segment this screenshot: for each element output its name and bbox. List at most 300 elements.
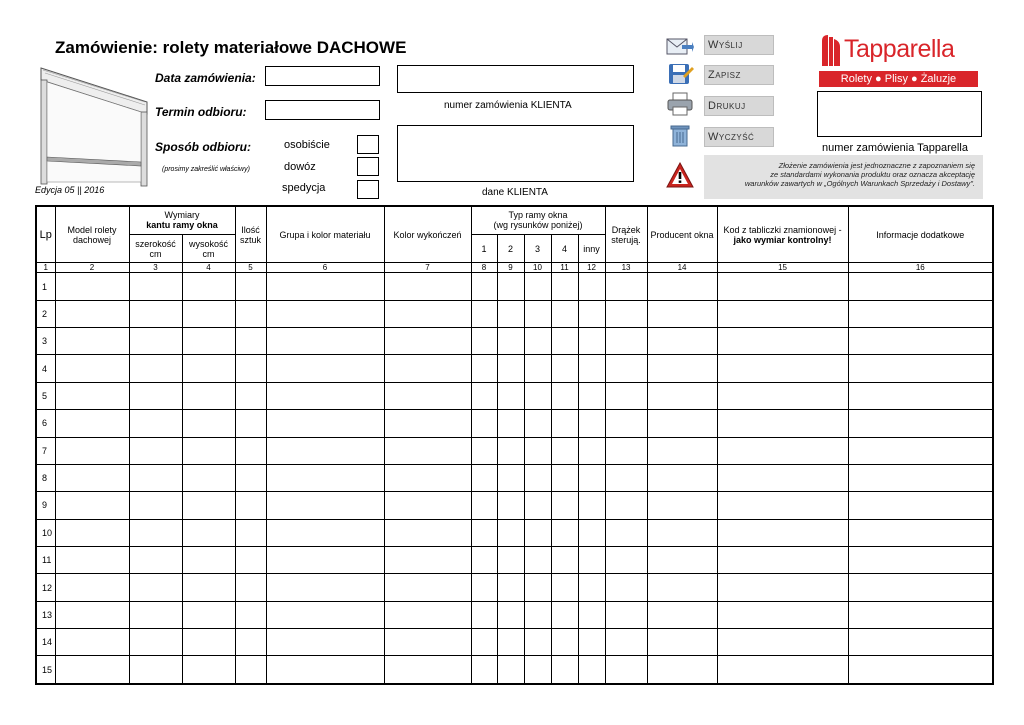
table-cell-input[interactable] bbox=[266, 464, 384, 491]
table-cell-input[interactable] bbox=[497, 656, 524, 684]
table-cell-input[interactable] bbox=[848, 355, 993, 382]
table-cell-input[interactable] bbox=[578, 273, 605, 300]
table-cell-input[interactable] bbox=[384, 355, 471, 382]
table-cell-input[interactable] bbox=[551, 464, 578, 491]
table-cell-input[interactable] bbox=[266, 382, 384, 409]
table-cell-input[interactable] bbox=[605, 574, 647, 601]
table-cell-input[interactable] bbox=[182, 601, 235, 628]
table-cell-input[interactable] bbox=[848, 547, 993, 574]
col-number: 14 bbox=[647, 263, 717, 273]
table-cell-input[interactable] bbox=[266, 300, 384, 327]
table-cell-input[interactable] bbox=[524, 300, 551, 327]
table-cell-input[interactable] bbox=[55, 492, 129, 519]
tapparella-order-number-input[interactable] bbox=[817, 91, 982, 137]
table-cell-input[interactable] bbox=[235, 519, 266, 546]
table-cell-input[interactable] bbox=[717, 601, 848, 628]
table-cell-input[interactable] bbox=[551, 300, 578, 327]
table-cell-input[interactable] bbox=[848, 300, 993, 327]
table-cell-input[interactable] bbox=[551, 547, 578, 574]
table-cell-input[interactable] bbox=[497, 410, 524, 437]
table-cell-input[interactable] bbox=[384, 656, 471, 684]
table-cell-input[interactable] bbox=[129, 328, 182, 355]
table-cell-input[interactable] bbox=[182, 382, 235, 409]
table-cell-input[interactable] bbox=[647, 273, 717, 300]
table-cell-input[interactable] bbox=[605, 547, 647, 574]
table-cell-input[interactable] bbox=[129, 601, 182, 628]
row-number: 15 bbox=[36, 656, 55, 684]
table-cell-input[interactable] bbox=[129, 464, 182, 491]
table-cell-input[interactable] bbox=[471, 464, 497, 491]
table-cell-input[interactable] bbox=[235, 492, 266, 519]
table-row bbox=[36, 355, 993, 382]
table-cell-input[interactable] bbox=[182, 547, 235, 574]
table-cell-input[interactable] bbox=[605, 382, 647, 409]
table-cell-input[interactable] bbox=[129, 492, 182, 519]
table-cell-input[interactable] bbox=[524, 437, 551, 464]
table-cell-input[interactable] bbox=[848, 519, 993, 546]
table-cell-input[interactable] bbox=[471, 355, 497, 382]
table-cell-input[interactable] bbox=[551, 437, 578, 464]
table-cell-input[interactable] bbox=[578, 355, 605, 382]
table-cell-input[interactable] bbox=[266, 355, 384, 382]
col-plate-code-label: Kod z tabliczki znamionowej - bbox=[723, 224, 842, 235]
table-cell-input[interactable] bbox=[266, 574, 384, 601]
table-cell-input[interactable] bbox=[235, 547, 266, 574]
table-cell-input[interactable] bbox=[848, 382, 993, 409]
table-cell-input[interactable] bbox=[384, 492, 471, 519]
table-cell-input[interactable] bbox=[235, 437, 266, 464]
table-row bbox=[36, 300, 993, 327]
table-cell-input[interactable] bbox=[235, 629, 266, 656]
table-cell-input[interactable] bbox=[235, 656, 266, 684]
table-cell-input[interactable] bbox=[471, 410, 497, 437]
pickup-hint: (prosimy zakreślić właściwy) bbox=[162, 166, 250, 173]
table-cell-input[interactable] bbox=[55, 437, 129, 464]
table-cell-input[interactable] bbox=[384, 574, 471, 601]
order-date-input[interactable] bbox=[265, 66, 380, 86]
table-cell-input[interactable] bbox=[235, 382, 266, 409]
table-cell-input[interactable] bbox=[848, 574, 993, 601]
col-number: 13 bbox=[605, 263, 647, 273]
table-cell-input[interactable] bbox=[182, 519, 235, 546]
col-plate-code bbox=[717, 206, 848, 263]
table-cell-input[interactable] bbox=[717, 656, 848, 684]
table-row bbox=[36, 464, 993, 491]
table-cell-input[interactable] bbox=[266, 519, 384, 546]
table-cell-input[interactable] bbox=[647, 410, 717, 437]
table-cell-input[interactable] bbox=[497, 547, 524, 574]
pickup-option-shipping-checkbox[interactable] bbox=[357, 180, 379, 199]
table-cell-input[interactable] bbox=[129, 410, 182, 437]
table-cell-input[interactable] bbox=[235, 410, 266, 437]
table-cell-input[interactable] bbox=[266, 410, 384, 437]
col-number: 3 bbox=[129, 263, 182, 273]
table-cell-input[interactable] bbox=[266, 492, 384, 519]
table-cell-input[interactable] bbox=[182, 464, 235, 491]
trash-icon[interactable] bbox=[666, 123, 694, 147]
table-cell-input[interactable] bbox=[647, 629, 717, 656]
table-cell-input[interactable] bbox=[717, 300, 848, 327]
table-cell-input[interactable] bbox=[55, 382, 129, 409]
table-cell-input[interactable] bbox=[647, 300, 717, 327]
table-cell-input[interactable] bbox=[578, 629, 605, 656]
table-cell-input[interactable] bbox=[235, 574, 266, 601]
table-cell-input[interactable] bbox=[497, 519, 524, 546]
table-cell-input[interactable] bbox=[551, 519, 578, 546]
table-cell-input[interactable] bbox=[384, 410, 471, 437]
table-cell-input[interactable] bbox=[717, 464, 848, 491]
table-cell-input[interactable] bbox=[55, 300, 129, 327]
table-cell-input[interactable] bbox=[647, 656, 717, 684]
table-row bbox=[36, 437, 993, 464]
table-cell-input[interactable] bbox=[384, 601, 471, 628]
table-cell-input[interactable] bbox=[384, 629, 471, 656]
table-cell-input[interactable] bbox=[55, 656, 129, 684]
tapparella-order-number-label: numer zamówienia Tapparella bbox=[822, 142, 968, 154]
table-cell-input[interactable] bbox=[384, 328, 471, 355]
table-cell-input[interactable] bbox=[605, 273, 647, 300]
clear-button[interactable]: Wyczyść bbox=[704, 127, 774, 147]
table-cell-input[interactable] bbox=[551, 574, 578, 601]
table-cell-input[interactable] bbox=[497, 492, 524, 519]
table-cell-input[interactable] bbox=[647, 464, 717, 491]
table-cell-input[interactable] bbox=[848, 328, 993, 355]
table-cell-input[interactable] bbox=[524, 519, 551, 546]
table-cell-input[interactable] bbox=[717, 328, 848, 355]
pickup-date-input[interactable] bbox=[265, 100, 380, 120]
table-cell-input[interactable] bbox=[129, 519, 182, 546]
table-cell-input[interactable] bbox=[605, 437, 647, 464]
warning-icon bbox=[666, 162, 694, 188]
table-cell-input[interactable] bbox=[647, 601, 717, 628]
table-cell-input[interactable] bbox=[524, 273, 551, 300]
table-cell-input[interactable] bbox=[647, 382, 717, 409]
table-cell-input[interactable] bbox=[551, 355, 578, 382]
col-frame-type-3: 3 bbox=[524, 234, 551, 262]
row-number: 4 bbox=[36, 355, 55, 382]
table-cell-input[interactable] bbox=[471, 382, 497, 409]
table-cell-input[interactable] bbox=[717, 629, 848, 656]
table-cell-input[interactable] bbox=[848, 437, 993, 464]
table-row bbox=[36, 273, 993, 300]
col-material: Grupa i kolor materiału bbox=[266, 206, 384, 263]
table-cell-input[interactable] bbox=[551, 328, 578, 355]
table-cell-input[interactable] bbox=[182, 574, 235, 601]
column-number-row bbox=[36, 263, 993, 273]
send-button[interactable]: Wyślij bbox=[704, 35, 774, 55]
table-cell-input[interactable] bbox=[471, 437, 497, 464]
table-cell-input[interactable] bbox=[497, 328, 524, 355]
col-number: 16 bbox=[848, 263, 993, 273]
col-number: 12 bbox=[578, 263, 605, 273]
terms-notice-line-3: warunków zawartych w „Ogólnych Warunkach Sprzedaży i Dostawy". bbox=[744, 179, 975, 188]
table-cell-input[interactable] bbox=[717, 547, 848, 574]
table-cell-input[interactable] bbox=[647, 492, 717, 519]
table-cell-input[interactable] bbox=[129, 355, 182, 382]
table-cell-input[interactable] bbox=[578, 519, 605, 546]
table-cell-input[interactable] bbox=[524, 547, 551, 574]
table-cell-input[interactable] bbox=[235, 273, 266, 300]
table-cell-input[interactable] bbox=[551, 410, 578, 437]
table-cell-input[interactable] bbox=[605, 410, 647, 437]
table-cell-input[interactable] bbox=[717, 410, 848, 437]
table-cell-input[interactable] bbox=[578, 547, 605, 574]
pickup-method-label: Sposób odbioru: bbox=[155, 140, 251, 154]
table-cell-input[interactable] bbox=[55, 601, 129, 628]
table-cell-input[interactable] bbox=[129, 574, 182, 601]
table-cell-input[interactable] bbox=[182, 656, 235, 684]
table-cell-input[interactable] bbox=[605, 656, 647, 684]
table-cell-input[interactable] bbox=[578, 464, 605, 491]
save-icon[interactable] bbox=[666, 62, 694, 86]
table-cell-input[interactable] bbox=[129, 300, 182, 327]
table-cell-input[interactable] bbox=[384, 437, 471, 464]
row-number: 7 bbox=[36, 437, 55, 464]
table-cell-input[interactable] bbox=[848, 492, 993, 519]
table-cell-input[interactable] bbox=[266, 437, 384, 464]
table-cell-input[interactable] bbox=[605, 519, 647, 546]
table-cell-input[interactable] bbox=[266, 547, 384, 574]
table-cell-input[interactable] bbox=[129, 437, 182, 464]
table-cell-input[interactable] bbox=[497, 574, 524, 601]
table-cell-input[interactable] bbox=[235, 464, 266, 491]
table-cell-input[interactable] bbox=[605, 629, 647, 656]
printer-icon[interactable] bbox=[666, 92, 694, 116]
table-cell-input[interactable] bbox=[55, 410, 129, 437]
table-cell-input[interactable] bbox=[848, 629, 993, 656]
table-cell-input[interactable] bbox=[524, 629, 551, 656]
table-cell-input[interactable] bbox=[55, 629, 129, 656]
table-row bbox=[36, 574, 993, 601]
order-date-label: Data zamówienia: bbox=[155, 71, 256, 85]
logo-tagline: Rolety ● Plisy ● Żaluzje bbox=[819, 71, 978, 87]
table-cell-input[interactable] bbox=[578, 382, 605, 409]
table-cell-input[interactable] bbox=[605, 464, 647, 491]
table-cell-input[interactable] bbox=[471, 601, 497, 628]
table-cell-input[interactable] bbox=[384, 300, 471, 327]
pickup-option-personal-checkbox[interactable] bbox=[357, 135, 379, 154]
table-cell-input[interactable] bbox=[235, 300, 266, 327]
table-cell-input[interactable] bbox=[129, 382, 182, 409]
table-cell-input[interactable] bbox=[647, 547, 717, 574]
col-dimensions-label: Wymiary bbox=[164, 210, 200, 221]
table-cell-input[interactable] bbox=[551, 629, 578, 656]
table-row bbox=[36, 382, 993, 409]
table-cell-input[interactable] bbox=[717, 382, 848, 409]
table-cell-input[interactable] bbox=[578, 574, 605, 601]
table-cell-input[interactable] bbox=[524, 492, 551, 519]
row-number: 3 bbox=[36, 328, 55, 355]
table-cell-input[interactable] bbox=[717, 355, 848, 382]
table-cell-input[interactable] bbox=[647, 328, 717, 355]
table-cell-input[interactable] bbox=[471, 492, 497, 519]
col-number: 8 bbox=[471, 263, 497, 273]
table-cell-input[interactable] bbox=[605, 492, 647, 519]
table-cell-input[interactable] bbox=[605, 328, 647, 355]
col-finish-color: Kolor wykończeń bbox=[384, 206, 471, 263]
table-cell-input[interactable] bbox=[647, 355, 717, 382]
print-button[interactable]: Drukuj bbox=[704, 96, 774, 116]
table-cell-input[interactable] bbox=[182, 328, 235, 355]
table-cell-input[interactable] bbox=[647, 574, 717, 601]
table-cell-input[interactable] bbox=[578, 410, 605, 437]
client-data-input[interactable] bbox=[397, 125, 634, 182]
table-cell-input[interactable] bbox=[524, 464, 551, 491]
table-cell-input[interactable] bbox=[182, 437, 235, 464]
table-cell-input[interactable] bbox=[129, 656, 182, 684]
table-cell-input[interactable] bbox=[717, 574, 848, 601]
row-number: 2 bbox=[36, 300, 55, 327]
table-cell-input[interactable] bbox=[551, 492, 578, 519]
table-cell-input[interactable] bbox=[717, 273, 848, 300]
table-cell-input[interactable] bbox=[266, 656, 384, 684]
col-window-maker: Producent okna bbox=[647, 206, 717, 263]
table-cell-input[interactable] bbox=[384, 547, 471, 574]
table-cell-input[interactable] bbox=[55, 328, 129, 355]
table-cell-input[interactable] bbox=[266, 601, 384, 628]
row-number: 13 bbox=[36, 601, 55, 628]
table-cell-input[interactable] bbox=[497, 382, 524, 409]
table-cell-input[interactable] bbox=[551, 382, 578, 409]
client-order-number-label: numer zamówienia KLIENTA bbox=[444, 100, 572, 111]
col-frame-type-1: 1 bbox=[471, 234, 497, 262]
table-row bbox=[36, 492, 993, 519]
table-cell-input[interactable] bbox=[471, 328, 497, 355]
col-width: szerokość cm bbox=[129, 234, 182, 262]
table-cell-input[interactable] bbox=[497, 601, 524, 628]
table-cell-input[interactable] bbox=[384, 519, 471, 546]
pickup-date-label: Termin odbioru: bbox=[155, 105, 247, 119]
table-cell-input[interactable] bbox=[717, 492, 848, 519]
table-cell-input[interactable] bbox=[605, 300, 647, 327]
table-cell-input[interactable] bbox=[55, 464, 129, 491]
table-cell-input[interactable] bbox=[235, 328, 266, 355]
table-cell-input[interactable] bbox=[471, 273, 497, 300]
table-cell-input[interactable] bbox=[647, 437, 717, 464]
table-cell-input[interactable] bbox=[471, 519, 497, 546]
table-cell-input[interactable] bbox=[55, 574, 129, 601]
table-cell-input[interactable] bbox=[524, 656, 551, 684]
table-cell-input[interactable] bbox=[384, 273, 471, 300]
table-cell-input[interactable] bbox=[551, 601, 578, 628]
table-cell-input[interactable] bbox=[551, 656, 578, 684]
table-cell-input[interactable] bbox=[717, 437, 848, 464]
table-cell-input[interactable] bbox=[524, 410, 551, 437]
table-cell-input[interactable] bbox=[524, 574, 551, 601]
table-cell-input[interactable] bbox=[129, 547, 182, 574]
table-cell-input[interactable] bbox=[266, 273, 384, 300]
table-cell-input[interactable] bbox=[605, 601, 647, 628]
table-cell-input[interactable] bbox=[524, 355, 551, 382]
col-frame-type bbox=[471, 206, 605, 234]
save-button[interactable]: Zapisz bbox=[704, 65, 774, 85]
table-cell-input[interactable] bbox=[182, 273, 235, 300]
col-number: 6 bbox=[266, 263, 384, 273]
col-frame-type-label: Typ ramy okna bbox=[508, 210, 568, 221]
table-cell-input[interactable] bbox=[524, 382, 551, 409]
table-cell-input[interactable] bbox=[471, 547, 497, 574]
table-cell-input[interactable] bbox=[55, 519, 129, 546]
table-cell-input[interactable] bbox=[497, 300, 524, 327]
table-cell-input[interactable] bbox=[384, 464, 471, 491]
table-cell-input[interactable] bbox=[551, 273, 578, 300]
table-cell-input[interactable] bbox=[524, 601, 551, 628]
table-cell-input[interactable] bbox=[471, 656, 497, 684]
table-cell-input[interactable] bbox=[182, 355, 235, 382]
table-cell-input[interactable] bbox=[471, 300, 497, 327]
table-cell-input[interactable] bbox=[605, 355, 647, 382]
table-cell-input[interactable] bbox=[471, 629, 497, 656]
table-cell-input[interactable] bbox=[497, 355, 524, 382]
roller-blind-illustration bbox=[37, 62, 155, 188]
table-cell-input[interactable] bbox=[524, 328, 551, 355]
table-cell-input[interactable] bbox=[848, 273, 993, 300]
col-height: wysokość cm bbox=[182, 234, 235, 262]
table-cell-input[interactable] bbox=[848, 656, 993, 684]
table-cell-input[interactable] bbox=[497, 273, 524, 300]
table-cell-input[interactable] bbox=[55, 273, 129, 300]
row-number: 10 bbox=[36, 519, 55, 546]
table-row bbox=[36, 328, 993, 355]
pickup-option-personal-label: osobiście bbox=[284, 139, 330, 151]
table-cell-input[interactable] bbox=[717, 519, 848, 546]
table-cell-input[interactable] bbox=[497, 437, 524, 464]
table-cell-input[interactable] bbox=[182, 410, 235, 437]
row-number: 1 bbox=[36, 273, 55, 300]
table-cell-input[interactable] bbox=[266, 328, 384, 355]
table-cell-input[interactable] bbox=[182, 492, 235, 519]
table-cell-input[interactable] bbox=[578, 492, 605, 519]
table-cell-input[interactable] bbox=[578, 601, 605, 628]
client-order-number-input[interactable] bbox=[397, 65, 634, 93]
table-cell-input[interactable] bbox=[235, 355, 266, 382]
table-cell-input[interactable] bbox=[55, 355, 129, 382]
col-lp: Lp bbox=[36, 206, 55, 263]
table-cell-input[interactable] bbox=[182, 629, 235, 656]
table-cell-input[interactable] bbox=[497, 629, 524, 656]
pickup-option-delivery-checkbox[interactable] bbox=[357, 157, 379, 176]
col-model: Model rolety dachowej bbox=[55, 206, 129, 263]
table-cell-input[interactable] bbox=[848, 464, 993, 491]
table-cell-input[interactable] bbox=[578, 656, 605, 684]
col-dimensions-sub: kantu ramy okna bbox=[146, 220, 218, 231]
send-icon[interactable] bbox=[666, 35, 694, 59]
col-number: 5 bbox=[235, 263, 266, 273]
row-number: 6 bbox=[36, 410, 55, 437]
table-cell-input[interactable] bbox=[129, 629, 182, 656]
row-number: 11 bbox=[36, 547, 55, 574]
table-row bbox=[36, 656, 993, 684]
table-cell-input[interactable] bbox=[578, 437, 605, 464]
row-number: 12 bbox=[36, 574, 55, 601]
pickup-option-shipping-label: spedycja bbox=[282, 182, 326, 194]
table-cell-input[interactable] bbox=[129, 273, 182, 300]
table-cell-input[interactable] bbox=[182, 300, 235, 327]
col-number: 11 bbox=[551, 263, 578, 273]
table-cell-input[interactable] bbox=[266, 629, 384, 656]
table-cell-input[interactable] bbox=[55, 547, 129, 574]
table-cell-input[interactable] bbox=[497, 464, 524, 491]
table-cell-input[interactable] bbox=[848, 410, 993, 437]
table-cell-input[interactable] bbox=[578, 300, 605, 327]
table-cell-input[interactable] bbox=[848, 601, 993, 628]
table-cell-input[interactable] bbox=[384, 382, 471, 409]
table-cell-input[interactable] bbox=[471, 574, 497, 601]
table-row bbox=[36, 547, 993, 574]
table-cell-input[interactable] bbox=[647, 519, 717, 546]
table-cell-input[interactable] bbox=[235, 601, 266, 628]
table-cell-input[interactable] bbox=[578, 328, 605, 355]
